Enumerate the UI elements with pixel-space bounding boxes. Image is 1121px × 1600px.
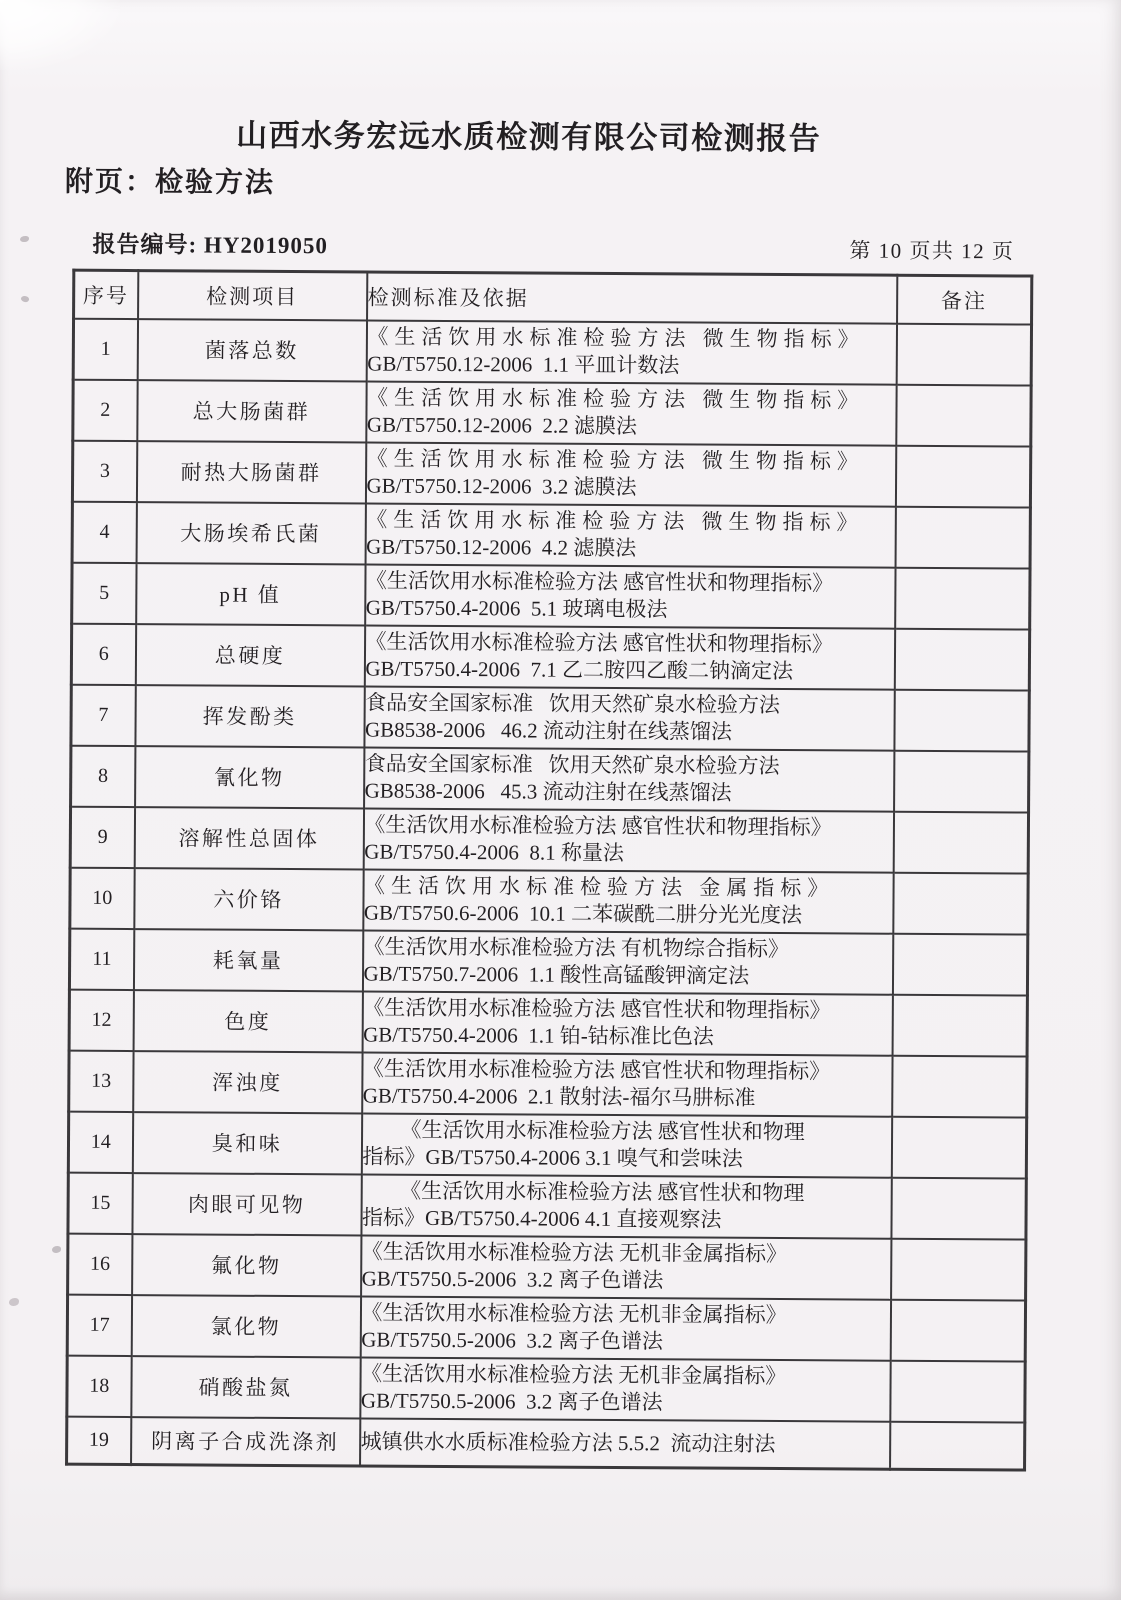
remark-cell: [893, 872, 1028, 934]
table-row: [70, 867, 1028, 934]
table-row: [67, 1294, 1025, 1361]
item-name-cell: 六价铬: [134, 868, 363, 930]
standard-line2: GB/T5750.5-2006 3.2 离子色谱法: [361, 1266, 664, 1293]
standard-cell: [361, 1174, 891, 1238]
col-header-remark: 备注: [897, 275, 1032, 324]
standard-line1: 《生活饮用水标准检验方法 无机非金属指标》: [361, 1299, 787, 1327]
remark-cell: [892, 994, 1027, 1056]
table-row: [73, 379, 1031, 446]
remark-cell: [891, 1177, 1026, 1239]
item-name-cell: 阴离子合成洗涤剂: [131, 1417, 360, 1466]
standard-cell: [361, 1113, 891, 1177]
row-number-cell: 8: [71, 745, 135, 806]
table-row: [69, 989, 1027, 1056]
remark-cell: [896, 384, 1031, 446]
table-row: [71, 684, 1029, 751]
standard-line1: 《生活饮用水标准检验方法 感官性状和物理指标》: [363, 994, 831, 1022]
standard-line1: 《生活饮用水标准检验方法 金属指标》: [364, 872, 835, 900]
remark-cell: [895, 567, 1030, 629]
item-name-cell: 挥发酚类: [135, 685, 364, 747]
standard-cell: [362, 1052, 892, 1116]
standard-line1: 食品安全国家标准 饮用天然矿泉水检验方法: [365, 689, 781, 717]
standard-line1: 《生活饮用水标准检验方法 感官性状和物理指标》: [365, 628, 833, 656]
standard-line2: GB/T5750.12-2006 2.2 滤膜法: [366, 412, 638, 439]
standard-line1: 《生活饮用水标准检验方法 微生物指标》: [367, 323, 865, 352]
standard-line1: 《生活饮用水标准检验方法 有机物综合指标》: [363, 933, 790, 961]
remark-cell: [894, 689, 1029, 751]
item-name-cell: 溶解性总固体: [134, 807, 363, 869]
table-row: [71, 623, 1029, 690]
standard-cell: [364, 747, 894, 811]
row-number-cell: 2: [73, 379, 137, 440]
standard-line1: 《生活饮用水标准检验方法 微生物指标》: [366, 445, 865, 474]
standard-line2: 指标》GB/T5750.4-2006 3.1 嗅气和尝味法: [362, 1144, 743, 1171]
standard-line2: GB/T5750.4-2006 1.1 铂-钴标准比色法: [363, 1022, 714, 1049]
standard-line2: GB/T5750.7-2006 1.1 酸性高锰酸钾滴定法: [363, 961, 750, 988]
item-name-cell: 耗氧量: [133, 929, 362, 991]
item-name-cell: 硝酸盐氮: [131, 1356, 360, 1418]
standard-line2: GB/T5750.4-2006 2.1 散射法-福尔马肼标准: [362, 1083, 756, 1110]
item-name-cell: 氯化物: [131, 1295, 360, 1357]
standard-line2: GB/T5750.5-2006 3.2 离子色谱法: [360, 1388, 663, 1415]
remark-cell: [894, 628, 1029, 690]
standard-line1: 《生活饮用水标准检验方法 无机非金属指标》: [361, 1360, 787, 1388]
remark-cell: [892, 1055, 1027, 1117]
item-name-cell: 大肠埃希氏菌: [136, 502, 365, 564]
item-name-cell: 总大肠菌群: [137, 380, 366, 442]
row-number-cell: 14: [68, 1111, 132, 1172]
item-name-cell: 耐热大肠菌群: [136, 441, 365, 503]
remark-cell: [894, 750, 1029, 812]
row-number-cell: 6: [71, 623, 135, 684]
table-row: [72, 501, 1030, 568]
standard-cell: [362, 991, 892, 1055]
remark-cell: [890, 1421, 1025, 1470]
table-row: [73, 318, 1031, 385]
col-header-item: 检测项目: [138, 271, 367, 320]
standard-line1: 《生活饮用水标准检验方法 无机非金属指标》: [361, 1238, 788, 1266]
standard-cell: [362, 930, 892, 994]
remark-cell: [890, 1360, 1025, 1422]
row-number-cell: 17: [67, 1294, 131, 1355]
table-row: [71, 745, 1029, 812]
standard-cell: [363, 808, 893, 872]
standard-cell: [365, 442, 895, 506]
appendix-label: 附页：检验方法: [64, 165, 275, 198]
table-row: [69, 928, 1027, 995]
item-name-cell: pH 值: [136, 563, 365, 625]
table-row: [72, 440, 1030, 507]
standard-cell: [363, 869, 893, 933]
table-row: [68, 1111, 1026, 1178]
item-name-cell: 浑浊度: [133, 1051, 362, 1113]
remark-cell: [891, 1238, 1026, 1300]
row-number-cell: 13: [69, 1050, 133, 1111]
standard-line2: GB/T5750.6-2006 10.1 二苯碳酰二肼分光光度法: [363, 900, 803, 928]
standard-line1: 《生活饮用水标准检验方法 感官性状和物理: [400, 1117, 805, 1144]
standard-line1: 《生活饮用水标准检验方法 感官性状和物理指标》: [365, 567, 834, 595]
table-row: [68, 1172, 1026, 1239]
remark-cell: [895, 506, 1030, 568]
standard-line1: 《生活饮用水标准检验方法 微生物指标》: [366, 506, 864, 535]
standard-line2: GB/T5750.12-2006 3.2 滤膜法: [366, 473, 637, 500]
row-number-cell: 7: [71, 684, 135, 745]
standard-cell: [366, 381, 896, 445]
standard-cell: [364, 686, 894, 750]
row-number-cell: 16: [68, 1233, 132, 1294]
row-number-cell: 4: [72, 501, 136, 562]
table-row: [70, 806, 1028, 873]
item-name-cell: 氟化物: [132, 1234, 361, 1296]
standard-line2: GB/T5750.12-2006 1.1 平皿计数法: [367, 351, 680, 378]
table-row: [67, 1416, 1025, 1470]
table-row: [67, 1355, 1025, 1422]
standard-line1: 城镇供水水质标准检验方法 5.5.2 流动注射法: [360, 1428, 776, 1456]
standard-line2: GB8538-2006 45.3 流动注射在线蒸馏法: [364, 778, 732, 805]
row-number-cell: 5: [72, 562, 136, 623]
standard-line1: 《生活饮用水标准检验方法 微生物指标》: [366, 384, 865, 413]
row-number-cell: 10: [70, 867, 134, 928]
standard-line2: 指标》GB/T5750.4-2006 4.1 直接观察法: [361, 1205, 722, 1232]
row-number-cell: 3: [72, 440, 136, 501]
table-row: [68, 1233, 1026, 1300]
row-number-cell: 15: [68, 1172, 132, 1233]
row-number-cell: 1: [73, 318, 137, 379]
standard-line2: GB/T5750.12-2006 4.2 滤膜法: [366, 534, 637, 561]
col-header-no: 序号: [74, 270, 138, 318]
table-header: [74, 270, 1032, 324]
col-header-standard: 检测标准及依据: [367, 272, 897, 323]
remark-cell: [892, 933, 1027, 995]
remark-cell: [895, 445, 1030, 507]
remark-cell: [890, 1299, 1025, 1361]
standard-line2: GB8538-2006 46.2 流动注射在线蒸馏法: [364, 717, 733, 744]
page-title: 山西水务宏远水质检测有限公司检测报告: [236, 117, 822, 157]
standard-line1: 《生活饮用水标准检验方法 感官性状和物理指标》: [362, 1055, 831, 1083]
standard-line1: 《生活饮用水标准检验方法 感官性状和物理指标》: [364, 811, 832, 839]
row-number-cell: 19: [67, 1416, 131, 1464]
standard-cell: [361, 1235, 891, 1299]
table-row: [72, 562, 1030, 629]
report-number: 报告编号: HY2019050: [92, 231, 328, 259]
standard-cell: [360, 1418, 890, 1469]
standard-cell: [360, 1357, 890, 1421]
remark-cell: [896, 323, 1031, 385]
standard-cell: [364, 625, 894, 689]
standard-line2: GB/T5750.5-2006 3.2 离子色谱法: [361, 1327, 663, 1354]
row-number-cell: 11: [69, 928, 133, 989]
standard-cell: [365, 503, 895, 567]
standard-cell: [365, 564, 895, 628]
standard-line1: 食品安全国家标准 饮用天然矿泉水检验方法: [364, 750, 780, 778]
standard-line2: GB/T5750.4-2006 7.1 乙二胺四乙酸二钠滴定法: [365, 656, 794, 684]
item-name-cell: 臭和味: [132, 1112, 361, 1174]
remark-cell: [893, 811, 1028, 873]
remark-cell: [891, 1116, 1026, 1178]
standard-cell: [360, 1296, 890, 1360]
item-name-cell: 总硬度: [135, 624, 364, 686]
table-body: [67, 318, 1032, 1470]
standard-line2: GB/T5750.4-2006 8.1 称量法: [364, 839, 624, 866]
item-name-cell: 氰化物: [135, 746, 364, 808]
item-name-cell: 色度: [133, 990, 362, 1052]
item-name-cell: 菌落总数: [137, 319, 366, 381]
standard-line1: 《生活饮用水标准检验方法 感官性状和物理: [400, 1178, 805, 1205]
page-indicator: 第 10 页共 12 页: [849, 238, 1015, 264]
table-header-row: [74, 270, 1032, 324]
methods-table: [65, 269, 1033, 1472]
standard-line2: GB/T5750.4-2006 5.1 玻璃电极法: [365, 595, 668, 622]
row-number-cell: 18: [67, 1355, 131, 1416]
standard-cell: [366, 320, 896, 384]
item-name-cell: 肉眼可见物: [132, 1173, 361, 1235]
row-number-cell: 9: [70, 806, 134, 867]
table-row: [69, 1050, 1027, 1117]
row-number-cell: 12: [69, 989, 133, 1050]
